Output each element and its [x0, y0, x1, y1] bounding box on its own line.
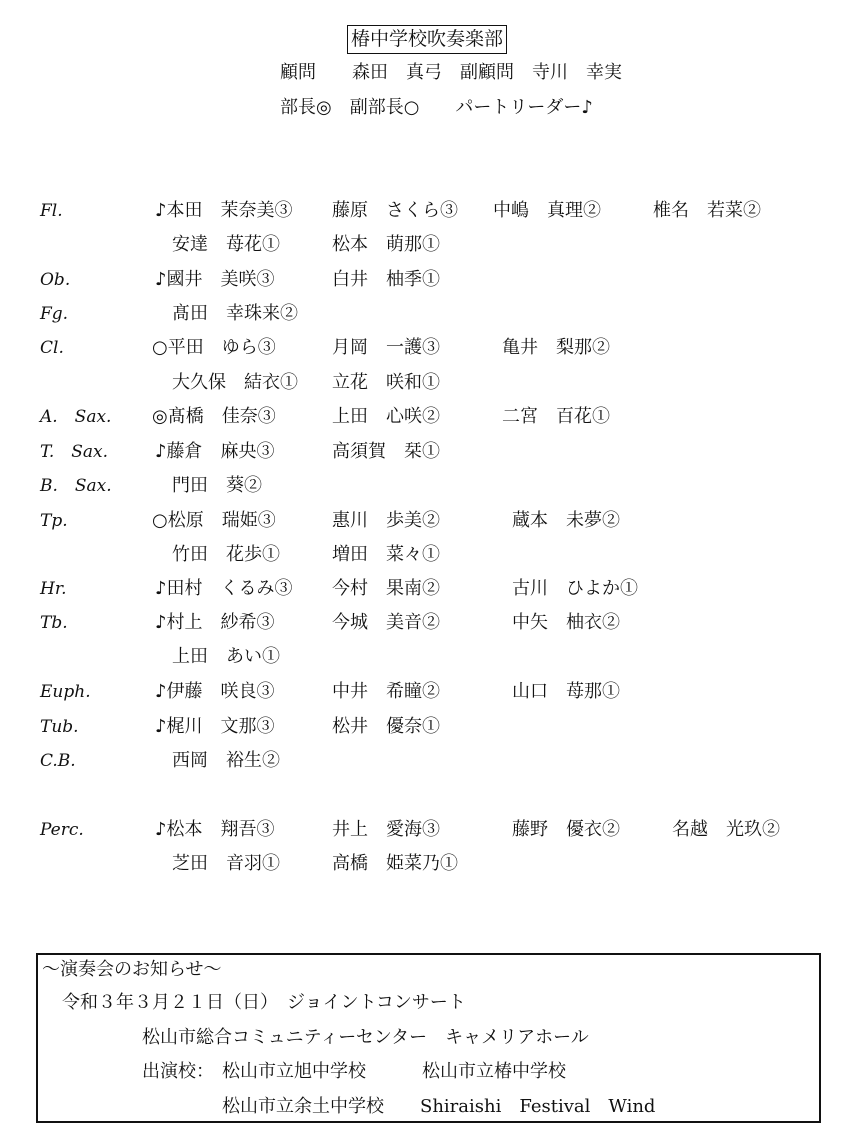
member-name: 芝田 音羽① [172, 853, 280, 874]
member-name: ○松原 瑞姫③ [152, 510, 276, 531]
instrument-label: Tub. [40, 717, 79, 737]
member-name: 古川 ひよか① [512, 578, 638, 599]
member-name: 松本 萌那① [332, 234, 440, 255]
page-title: 椿中学校吹奏楽部 [347, 25, 507, 54]
member-name: 中井 希瞳② [332, 681, 440, 702]
member-name: 大久保 結衣① [172, 372, 298, 393]
member-name: 二宮 百花① [502, 406, 610, 427]
member-name: 安達 苺花① [172, 234, 280, 255]
instrument-label: Tp. [40, 511, 68, 531]
member-name: ○平田 ゆら③ [152, 337, 276, 358]
member-name: 今村 果南② [332, 578, 440, 599]
member-name: ◎髙橋 佳奈③ [152, 406, 276, 427]
school-name: 松山市立余土中学校 [222, 1096, 384, 1117]
member-name: ♪伊藤 咲良③ [155, 681, 275, 702]
member-name: 蔵本 未夢② [512, 510, 620, 531]
member-name: ♪本田 茉奈美③ [155, 200, 293, 221]
instrument-label: T. Sax. [40, 442, 109, 462]
instrument-label: A. Sax. [40, 407, 112, 427]
instrument-label: Perc. [40, 820, 84, 840]
member-name: 高橋 姫菜乃① [332, 853, 458, 874]
instrument-label: Fl. [40, 201, 63, 221]
member-name: 月岡 一護③ [332, 337, 440, 358]
member-name: ♪松本 翔吾③ [155, 819, 275, 840]
member-name: ♪田村 くるみ③ [155, 578, 293, 599]
member-name: 上田 心咲② [332, 406, 440, 427]
member-name: 中嶋 真理② [493, 200, 601, 221]
advisor-line: 顧問 森田 真弓 副顧問 寺川 幸実 [280, 62, 622, 83]
member-name: 今城 美音② [332, 612, 440, 633]
member-name: 惠川 歩美② [332, 510, 440, 531]
instrument-label: Euph. [40, 682, 91, 702]
member-name: ♪國井 美咲③ [155, 269, 275, 290]
notice-heading: ～演奏会のお知らせ～ [42, 959, 222, 980]
instrument-label: Tb. [40, 613, 68, 633]
member-name: 藤野 優衣② [512, 819, 620, 840]
member-name: 椎名 若菜② [653, 200, 761, 221]
member-name: 竹田 花歩① [172, 544, 280, 565]
member-name: 上田 あい① [172, 646, 280, 667]
member-name: 門田 葵② [172, 475, 262, 496]
member-name: 白井 柚季① [332, 269, 440, 290]
member-name: 井上 愛海③ [332, 819, 440, 840]
instrument-label: B. Sax. [40, 476, 112, 496]
instrument-label: Hr. [40, 579, 67, 599]
instrument-label: C.B. [40, 751, 76, 771]
member-name: 立花 咲和① [332, 372, 440, 393]
member-name: 高須賀 栞① [332, 441, 440, 462]
member-name: 藤原 さくら③ [332, 200, 458, 221]
member-name: 山口 苺那① [512, 681, 620, 702]
concert-date: 令和３年３月２１日（日） ジョイントコンサート [62, 992, 466, 1013]
member-name: 髙田 幸珠来② [172, 303, 298, 324]
school-name: Shiraishi Festival Wind [420, 1096, 656, 1117]
instrument-label: Cl. [40, 338, 64, 358]
schools-label: 出演校： [142, 1061, 214, 1082]
school-name: 松山市立椿中学校 [422, 1061, 566, 1082]
concert-notice-box [36, 953, 821, 1123]
member-name: 西岡 裕生② [172, 750, 280, 771]
member-name: 名越 光玖② [672, 819, 780, 840]
instrument-label: Ob. [40, 270, 71, 290]
member-name: 松井 優奈① [332, 716, 440, 737]
member-name: ♪梶川 文那③ [155, 716, 275, 737]
school-name: 松山市立旭中学校 [222, 1061, 366, 1082]
member-name: 増田 菜々① [332, 544, 440, 565]
role-legend: 部長◎ 副部長○ パートリーダー♪ [280, 97, 593, 118]
member-name: 中矢 柚衣② [512, 612, 620, 633]
concert-venue: 松山市総合コミュニティーセンター キャメリアホール [142, 1027, 589, 1048]
member-name: ♪村上 紗希③ [155, 612, 275, 633]
member-name: ♪藤倉 麻央③ [155, 441, 275, 462]
member-name: 亀井 梨那② [502, 337, 610, 358]
instrument-label: Fg. [40, 304, 69, 324]
